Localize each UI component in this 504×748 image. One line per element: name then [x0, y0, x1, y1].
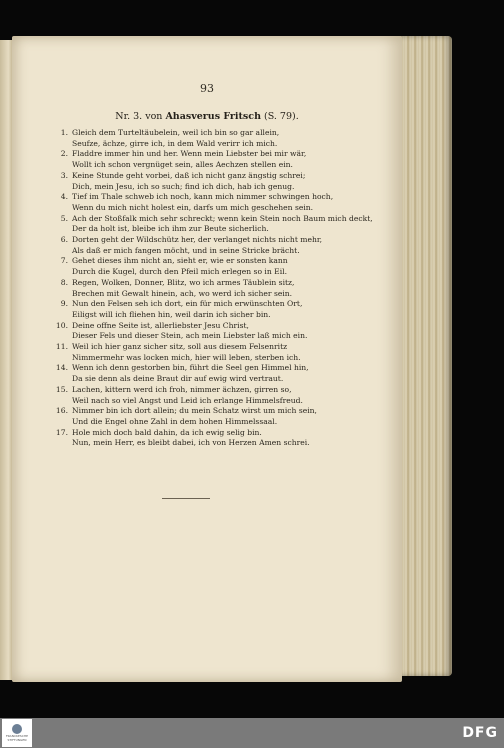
verse-number: 1.	[60, 128, 68, 137]
verse-line-2: Nun, mein Herr, es bleibt dabei, ich von Herzen Amen schrei.	[72, 438, 310, 448]
emblem-icon	[12, 724, 22, 734]
verse-item	[55, 384, 388, 406]
verse-number: 6.	[60, 235, 68, 245]
verse-line-1: Wenn ich denn gestorben bin, führt die Seel gen Himmel hin,	[72, 363, 309, 373]
verse-line-1: Dorten geht der Wildschütz her, der verlanget nichts nicht mehr,	[72, 235, 323, 245]
verse-line-1: Weil ich hier ganz sicher sitz, soll aus diesem Felsenritz	[72, 342, 288, 352]
verse-item	[58, 256, 388, 277]
verse-line-2: Seufze, ächze, girre ich, in dem Wald verirr ich mich.	[72, 138, 278, 148]
verse-item	[58, 299, 388, 320]
verse-line-2: Dich, mein Jesu, ich so such; find ich dich, hab ich genug.	[72, 181, 295, 191]
dfg-logo[interactable]: DFG	[462, 725, 498, 741]
verse-line-1: Gehet dieses ihm nicht an, sieht er, wie er sonsten kann	[72, 256, 288, 266]
verse-line-2: Wenn du mich nicht holest ein, darfs um mich geschehen sein.	[72, 202, 314, 212]
verse-number: 17.	[55, 427, 68, 437]
verse-item	[58, 171, 388, 192]
verse-number: 9.	[60, 299, 68, 309]
verse-line-2: Eiligst will ich fliehen hin, weil darin ich sicher bin.	[72, 309, 271, 319]
verse-number: 10.	[55, 320, 68, 330]
verse-number: 5.	[60, 213, 68, 223]
divider-rule	[162, 498, 210, 499]
verse-line-1: Regen, Wolken, Donner, Blitz, wo ich armes Täublein sitz,	[72, 277, 295, 287]
page-number: 93	[200, 82, 214, 95]
verse-item	[55, 342, 388, 363]
verse-line-2: Nimmermehr was locken mich, hier will leben, sterben ich.	[72, 352, 301, 362]
verse-line-2: Dieser Fels und dieser Stein, ach mein Liebster laß mich ein.	[72, 331, 308, 341]
verse-line-2: Als daß er mich fangen möcht, und in seine Stricke brächt.	[72, 245, 300, 255]
verse-line-1: Ach der Stoßfalk mich sehr schreckt; wenn kein Stein noch Baum mich deckt,	[72, 213, 373, 223]
verse-line-2: Weil nach so viel Angst und Leid ich erlange Himmelsfreud.	[72, 395, 303, 405]
verse-line-1: Lachen, kittern werd ich froh, nimmer ächzen, girren so,	[72, 384, 292, 394]
verse-number: 14.	[55, 363, 68, 373]
verse-item	[55, 363, 388, 384]
verse-line-1: Deine offne Seite ist, allerliebster Jesu Christ,	[72, 320, 249, 330]
verse-line-2: Da sie denn als deine Braut dir auf ewig wird vertraut.	[72, 374, 284, 384]
verse-line-1: Nun den Felsen seh ich dort, ein für mich erwünschten Ort,	[72, 299, 303, 309]
hymn-heading	[12, 111, 402, 122]
verse-number: 8.	[60, 277, 68, 287]
verse-line-1: Tief im Thale schweb ich noch, kann mich nimmer schwingen hoch,	[72, 192, 334, 202]
verse-line-2: Und die Engel ohne Zahl in dem hohen Himmelssaal.	[72, 416, 278, 426]
verse-item	[58, 149, 388, 170]
verse-line-2: Wollt ich schon vergnüget sein, alles Aechzen stellen ein.	[72, 160, 293, 170]
verse-line-1: Fladdre immer hin und her. Wenn mein Liebster bei mir wär,	[72, 149, 307, 159]
verse-number: 3.	[60, 170, 68, 180]
verse-number: 2.	[60, 149, 68, 159]
verse-item	[58, 235, 388, 256]
verse-list	[55, 128, 388, 449]
page-stack-edge	[396, 36, 452, 676]
verse-number: 11.	[55, 342, 68, 352]
verse-number: 15.	[55, 384, 68, 394]
verse-number: 16.	[55, 406, 68, 416]
heading-suffix: (S. 79).	[260, 111, 299, 122]
verse-line-1: Gleich dem Turteltäubelein, weil ich bin so gar allein,	[72, 128, 280, 137]
verse-line-2: Brechen mit Gewalt hinein, ach, wo werd ich sicher sein.	[72, 288, 293, 298]
verse-line-2: Durch die Kugel, durch den Pfeil mich erlegen so in Eil.	[72, 267, 287, 277]
verse-line-1: Hole mich doch bald dahin, da ich ewig selig bin.	[72, 427, 262, 437]
verse-number: 7.	[60, 256, 68, 266]
verse-line-1: Keine Stunde geht vorbei, daß ich nicht ganz ängstig schrei;	[72, 170, 306, 180]
heading-author: Ahasverus Fritsch	[165, 111, 261, 122]
verse-item	[58, 192, 388, 213]
verse-item	[55, 406, 388, 427]
book-page	[12, 36, 402, 682]
verse-item	[58, 128, 388, 149]
heading-prefix: Nr. 3. von	[115, 111, 166, 122]
left-logo-text: FRANCKESCHE STIFTUNGEN	[5, 734, 29, 742]
verse-line-2: Der da holt ist, bleibe ich ihm zur Beute sicherlich.	[72, 224, 269, 234]
verse-item	[58, 214, 388, 235]
verse-item	[55, 427, 388, 449]
verse-item	[58, 278, 388, 299]
footer-bar	[0, 718, 504, 748]
verse-item	[55, 320, 388, 342]
verse-number: 4.	[60, 192, 68, 202]
verse-line-1: Nimmer bin ich dort allein; du mein Schatz wirst um mich sein,	[72, 406, 317, 416]
franckesche-stiftungen-logo[interactable]	[2, 719, 32, 747]
